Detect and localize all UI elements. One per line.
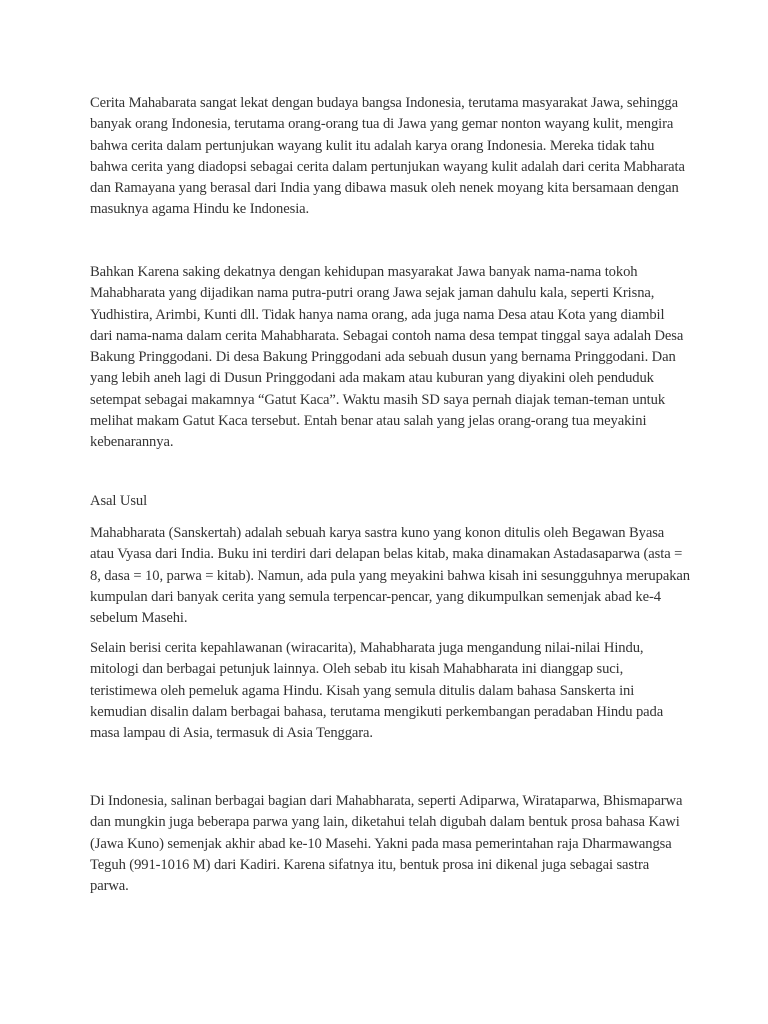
section-heading: Asal Usul [90,493,148,509]
paragraph-indonesia: Di Indonesia, salinan berbagai bagian dari Mahabharata, seperti Adiparwa, Wirataparwa, Bhismaparwa dan mungkin juga beberapa parwa yang lain, diketahui telah digubah dalam bentuk prosa bahasa Kawi (Jawa Kuno) semenjak akhir abad ke-10 Masehi. Yakni pada masa pemerintahan raja Dharmawangsa Teguh (991-1016 M) dari Kadiri. Karena sifatnya itu, bentuk prosa ini dikenal juga sebagai sastra parwa. [90,793,683,895]
paragraph-origin: Mahabharata (Sanskertah) adalah sebuah karya sastra kuno yang konon ditulis oleh Begawan Byasa atau Vyasa dari India. Buku ini terdiri dari delapan belas kitab, maka dinamakan Astadasaparwa (asta = 8, dasa = 10, parwa = kitab). Namun, ada pula yang meyakini bahwa kisah ini sesungguhnya merupakan kumpulan dari banyak cerita yang semula terpencar-pencar, yang dikumpulkan semenjak abad ke-4 sebelum Masehi. [90,525,690,627]
paragraph-names: Bahkan Karena saking dekatnya dengan kehidupan masyarakat Jawa banyak nama-nama tokoh Mahabharata yang dijadikan nama putra-putri orang Jawa sejak jaman dahulu kala, seperti Krisna, Yudhistira, Arimbi, Kunti dll. Tidak hanya nama orang, ada juga nama Desa atau Kota yang diambil dari nama-nama dalam cerita Mahabharata. Sebagai contoh nama desa tempat tinggal saya adalah Desa Bakung Pringgodani. Di desa Bakung Pringgodani ada sebuah dusun yang bernama Pringgodani. Dan yang lebih aneh lagi di Dusun Pringgodani ada makam atau kuburan yang diyakini oleh penduduk setempat sebagai makamnya “Gatut Kaca”. Waktu masih SD saya pernah diajak teman-teman untuk melihat makam Gatut Kaca tersebut. Entah benar atau salah yang jelas orang-orang tua meyakini kebenarannya. [90,264,684,451]
paragraph-intro: Cerita Mahabarata sangat lekat dengan budaya bangsa Indonesia, terutama masyarakat Jawa, sehingga banyak orang Indonesia, terutama orang-orang tua di Jawa yang gemar nonton wayang kulit, mengira bahwa cerita dalam pertunjukan wayang kulit itu adalah karya orang Indonesia. Mereka tidak tahu bahwa cerita yang diadopsi sebagai cerita dalam pertunjukan wayang kulit adalah dari cerita Mabharata dan Ramayana yang berasal dari India yang dibawa masuk oleh nenek moyang kita bersamaan dengan masuknya agama Hindu ke Indonesia. [90,95,685,218]
paragraph-content: Selain berisi cerita kepahlawanan (wiracarita), Mahabharata juga mengandung nilai-nilai Hindu, mitologi dan berbagai petunjuk lainnya. Oleh sebab itu kisah Mahabharata ini dianggap suci, teristimewa oleh pemeluk agama Hindu. Kisah yang semula ditulis dalam bahasa Sanskerta ini kemudian disalin dalam berbagai bahasa, terutama mengikuti perkembangan peradaban Hindu pada masa lampau di Asia, termasuk di Asia Tenggara. [90,640,664,742]
